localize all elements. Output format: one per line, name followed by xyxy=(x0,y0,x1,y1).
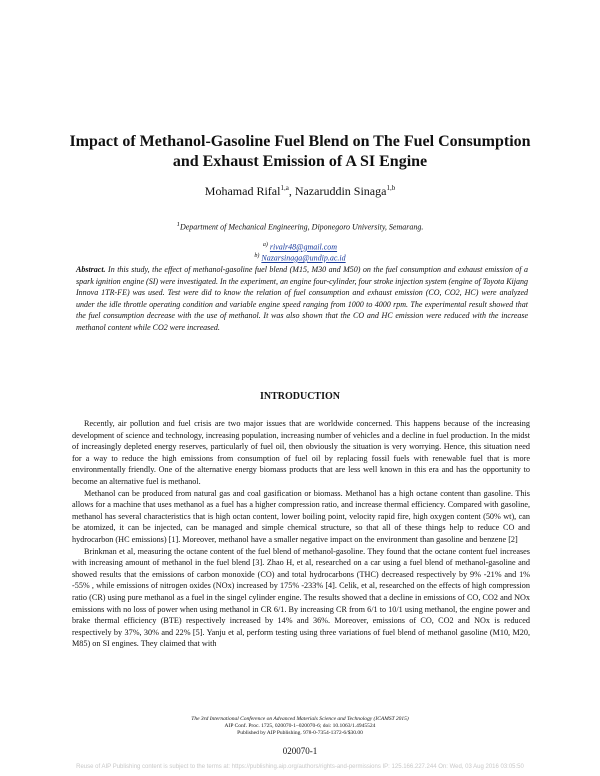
email-link[interactable]: rivalr48@gmail.com xyxy=(269,242,338,252)
paragraph: Methanol can be produced from natural gas and coal gasification or biomass. Methanol has a high octane content than gasoline. This allows for a machine that uses methanol as a fuel has a higher compression ratio, and increase thermal efficiency. Compared with gasoline, methanol has several characteristics that is high octan content, lower boiling point, velocity rapid fire, high oxygen content (50% wt), can be atomized, it can be injected, can be managed and simple chemical structure, so that all of these things help to reduce CO and hydrocarbon (HC emissions) [1]. Moreover, methanol have a smaller negative impact on the environment than gasoline and benzene [2] xyxy=(72,488,530,544)
author-list xyxy=(0,184,600,199)
paragraph: Brinkman et al, measuring the octane content of the fuel blend of methanol-gasoline. They found that the octane content fuel increases with increasing amount of methanol in the fuel blend [3]. Zhao H, et al, researched on a car using a fuel blend of methanol-gasoline and showed results that the emissions of carbon monoxide (CO) and total hydrocarbons (THC) decreased respectively by 9% -21% and 1% -55% , while emissions of nitrogen oxides (NOx) increased by 175% -233% [4]. Celik, et al, researched on the effects of high compression ratio (CR) using pure methanol as a fuel in the singel cylinder engine. The results showed that a decline in emissions of CO, CO2 and NOx emissions with no loss of power when using methanol in CR 6/1. By increasing CR from 6/1 to 10/1 using methanol, the engine power and brake thermal efficiency (BTE) respectively increased by 14% and 36%. Moreover, emissions of CO, CO2 and NOx is reduced respectively by 37%, 30% and 22% [5]. Yanju et al, perform testing using three variations of fuel blend of methanol gasoline (M10, M20, M85) on SI engines. They claimed that with xyxy=(72,546,530,649)
author-superscript: 1,b xyxy=(386,184,396,192)
abstract xyxy=(76,264,528,333)
email-superscript: b) xyxy=(254,253,260,259)
paper-title: Impact of Methanol-Gasoline Fuel Blend on The Fuel Consumption and Exhaust Emission of A SI Engine xyxy=(69,133,531,170)
email-superscript: a) xyxy=(262,242,268,248)
email-link[interactable]: Nazarsinaga@undip.ac.id xyxy=(261,253,346,263)
author-name: Nazaruddin Sinaga xyxy=(294,184,387,198)
author-name: Mohamad Rifal xyxy=(204,184,281,198)
section-heading: INTRODUCTION xyxy=(259,391,340,402)
abstract-label: Abstract. xyxy=(76,265,106,274)
body-text xyxy=(72,418,530,650)
download-watermark: Reuse of AIP Publishing content is subject to the terms at: https://publishing.aip.org/authors/rights-and-permissions IP: 125.166.227.244 On: Wed, 03 Aug 2016 03:05:50 xyxy=(76,764,524,770)
footer-proceedings: AIP Conf. Proc. 1725, 020070-1–020070-6; doi: 10.1063/1.4945524 xyxy=(224,723,376,729)
affiliation-superscript: 1 xyxy=(176,221,180,228)
email-line xyxy=(0,253,600,263)
author-superscript: 1,a xyxy=(280,184,289,192)
affiliation xyxy=(0,221,600,232)
footer-conference: The 3rd International Conference on Advanced Materials Science and Technology (ICAMST 2015) xyxy=(191,716,409,722)
page-footer xyxy=(0,716,600,737)
footer-publisher: Published by AIP Publishing. 978-0-7354-1372-6/$30.00 xyxy=(237,730,363,736)
email-line xyxy=(0,242,600,252)
paragraph: Recently, air pollution and fuel crisis are two major issues that are worldwide concerned. This happens because of the increasing development of science and technology, increasing population, increasing number of vehicles and a decline in fuel production. In the midst of increasingly depleted energy reserves, particularly of fuel oil, then obviously the situation is very worrying. Hence, this situation need for a way to reduce the high emissions from consumption of fuel oil by replacing fossil fuels with renewable fuel that is more environmentally friendly. One of the alternative energy biomass products that are less well known in this era and has the opportunity to become an alternative fuel is methanol. xyxy=(72,419,530,486)
abstract-text: In this study, the effect of methanol-gasoline fuel blend (M15, M30 and M50) on the fuel consumption and exhaust emission of a spark ignition engine (SI) were investigated. In the experiment, an engine four-cylinder, four stroke injection system (engine of Toyota Kijang Innova 1TR-FE) was used. Test were did to know the relation of fuel consumption and exhaust emission (CO, CO2, HC) were analyzed under the idle throttle operating condition and variable engine speed ranging from 1000 to 4000 rpm. The experimental result showed that the fuel consumption decrease with the use of methanol. It was also shown that the CO and HC emission were reduced with the increase methanol content while CO2 were increased. xyxy=(76,265,529,332)
page-number: 020070-1 xyxy=(282,746,318,756)
author-separator: , xyxy=(288,184,295,198)
affiliation-text: Department of Mechanical Engineering, Diponegoro University, Semarang. xyxy=(179,222,424,232)
